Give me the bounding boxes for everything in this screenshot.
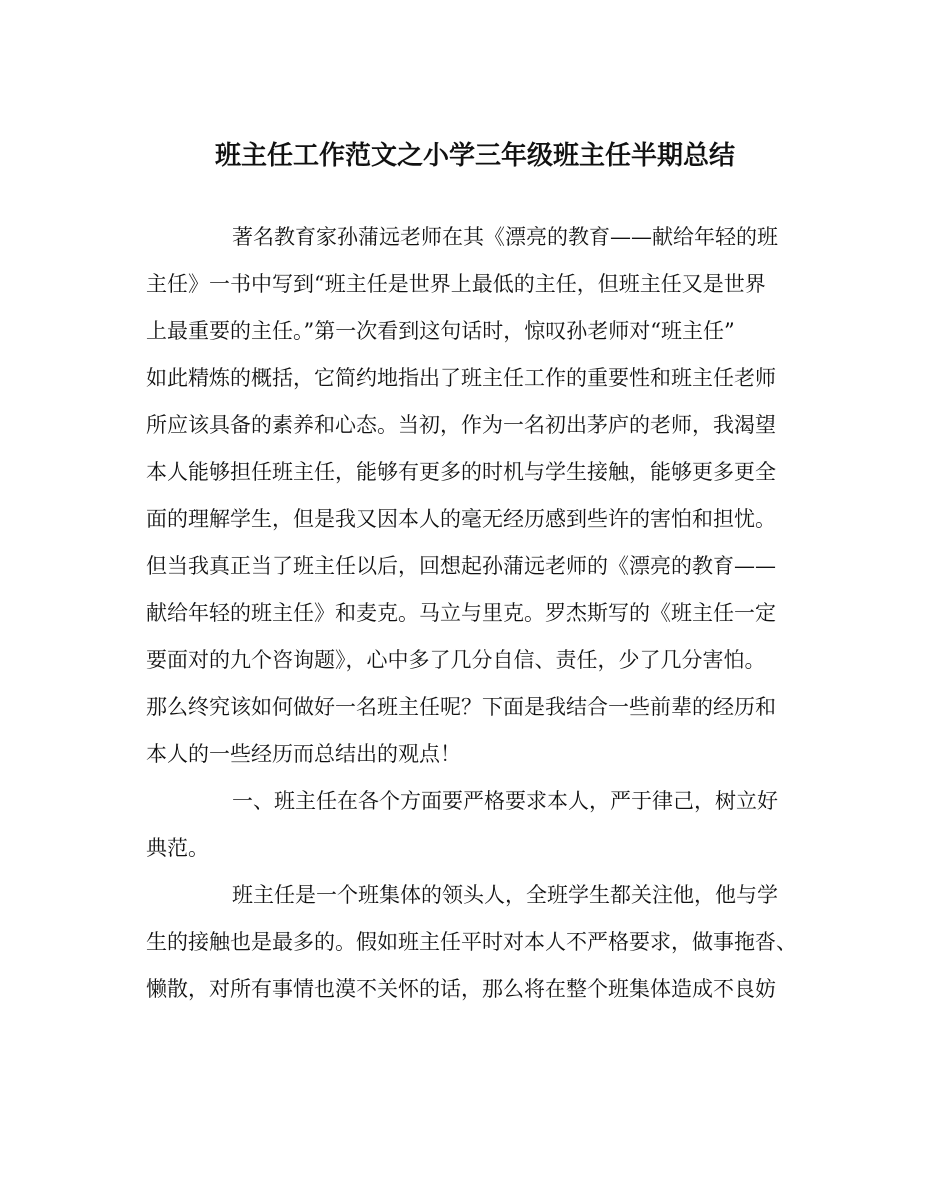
paragraph-line: 生的接触也是最多的。假如班主任平时对本人不严格要求，做事拖沓、 [146, 930, 797, 954]
paragraph-line: 班主任是一个班集体的领头人，全班学生都关注他，他与学 [232, 883, 778, 907]
paragraph-line: 要面对的九个咨询题》，心中多了几分自信、责任，少了几分害怕。 [146, 648, 766, 672]
paragraph-line: 懒散，对所有事情也漠不关怀的话，那么将在整个班集体造成不良妨 [146, 977, 776, 1001]
document-title: 班主任工作范文之小学三年级班主任半期总结 [214, 141, 735, 171]
paragraph-line: 主任》一书中写到“班主任是世界上最低的主任，但班主任又是世界 [146, 272, 766, 296]
section-heading-line: 典范。 [146, 836, 209, 860]
paragraph-line: 所应该具备的素养和心态。当初，作为一名初出茅庐的老师，我渴望 [146, 413, 776, 437]
paragraph-line: 上最重要的主任。”第一次看到这句话时，惊叹孙老师对“班主任” [146, 319, 735, 343]
paragraph-line: 面的理解学生，但是我又因本人的毫无经历感到些许的害怕和担忧。 [146, 507, 776, 531]
paragraph-line: 本人的一些经历而总结出的观点！ [146, 742, 461, 766]
paragraph-line: 献给年轻的班主任》和麦克。马立与里克。罗杰斯写的《班主任一定 [146, 601, 776, 625]
paragraph-line: 著名教育家孙蒲远老师在其《漂亮的教育——献给年轻的班 [232, 225, 778, 249]
paragraph-line: 但当我真正当了班主任以后，回想起孙蒲远老师的《漂亮的教育—— [146, 554, 776, 578]
section-heading-line: 一、班主任在各个方面要严格要求本人，严于律己，树立好 [232, 789, 778, 813]
paragraph-line: 那么终究该如何做好一名班主任呢？下面是我结合一些前辈的经历和 [146, 695, 776, 719]
paragraph-line: 本人能够担任班主任，能够有更多的时机与学生接触，能够更多更全 [146, 460, 776, 484]
paragraph-line: 如此精炼的概括，它简约地指出了班主任工作的重要性和班主任老师 [146, 366, 776, 390]
